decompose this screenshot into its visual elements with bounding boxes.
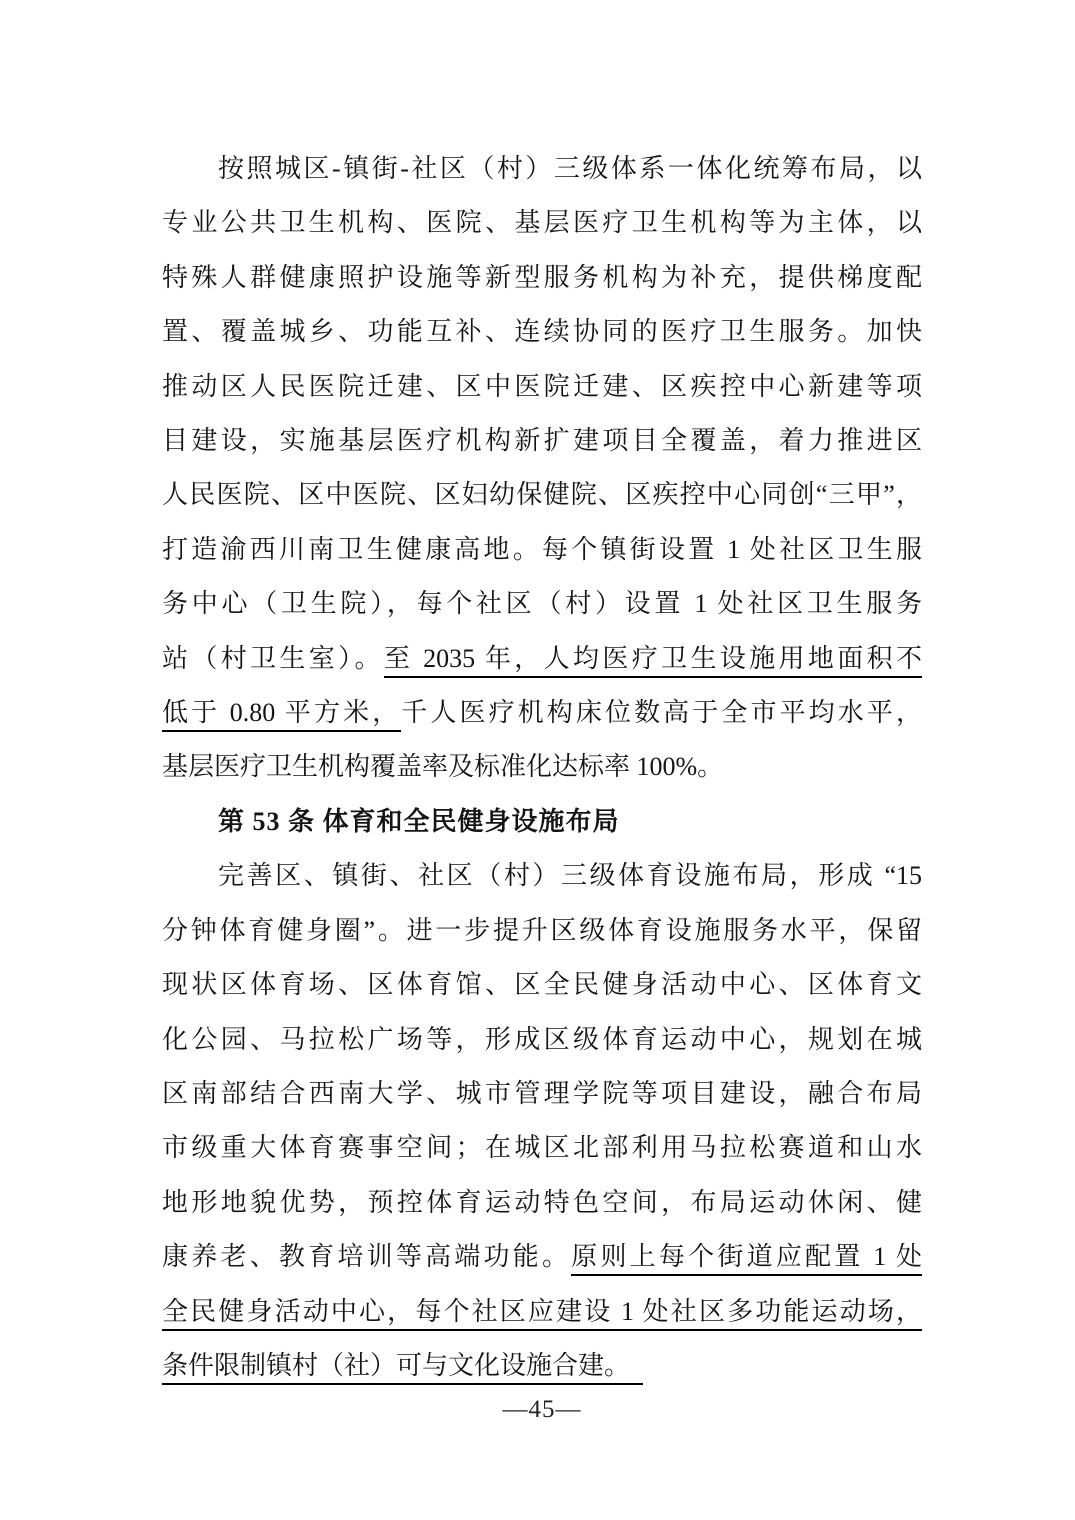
para1-line12	[162, 740, 922, 794]
underlined-text: 全民健身活动中心，每个社区应建设 1 处社区多功能运动场，	[162, 1297, 922, 1331]
underlined-text: 至 2035 年，人均医疗卫生设施用地面积不	[384, 644, 922, 678]
para2-line5	[162, 1067, 922, 1121]
para1-line11	[162, 686, 922, 740]
para2-line9	[162, 1285, 922, 1339]
text-segment: 化公园、马拉松广场等，形成区级体育运动中心，规划在城	[162, 1024, 922, 1054]
text-segment: 现状区体育场、区体育馆、区全民健身活动中心、区体育文	[162, 970, 922, 1000]
para2-line4	[162, 1013, 922, 1067]
para2-line8	[162, 1230, 922, 1284]
para1-line6	[162, 414, 922, 468]
para1-line7	[162, 468, 922, 522]
text-segment: 置、覆盖城乡、功能互补、连续协同的医疗卫生服务。加快	[162, 317, 922, 347]
text-segment: 按照城区-镇街-社区（村）三级体系一体化统筹布局，以	[218, 154, 922, 183]
para1-line5	[162, 360, 922, 414]
text-segment: 专业公共卫生机构、医院、基层医疗卫生机构等为主体，以	[162, 208, 922, 238]
text-segment: 地形地貌优势，预控体育运动特色空间，布局运动休闲、健	[162, 1187, 922, 1217]
text-segment: 完善区、镇街、社区（村）三级体育设施布局，形成 “15	[218, 861, 922, 891]
para1-line2	[162, 196, 922, 250]
para1-line4	[162, 305, 922, 359]
text-segment: 推动区人民医院迁建、区中医院迁建、区疾控中心新建等项	[162, 371, 922, 401]
text-segment: 分钟体育健身圈”。进一步提升区级体育设施服务水平，保留	[162, 915, 922, 945]
text-segment: 目建设，实施基层医疗机构新扩建项目全覆盖，着力推进区	[162, 426, 922, 456]
section-heading	[162, 795, 922, 849]
text-segment: 第 53 条 体育和全民健身设施布局	[218, 806, 620, 836]
para2-line3	[162, 958, 922, 1012]
para2-line10	[162, 1339, 922, 1393]
text-segment: 打造渝西川南卫生健康高地。每个镇街设置 1 处社区卫生服	[162, 534, 922, 564]
para2-line6	[162, 1121, 922, 1175]
page-number: —45—	[502, 1396, 582, 1423]
para1-line9	[162, 577, 922, 631]
text-segment: 区南部结合西南大学、城市管理学院等项目建设，融合布局	[162, 1078, 922, 1108]
text-segment: 务中心（卫生院），每个社区（村）设置 1 处社区卫生服务	[162, 589, 922, 619]
text-segment: 人民医院、区中医院、区妇幼保健院、区疾控中心同创“三甲”，	[162, 480, 922, 510]
text-segment: 康养老、教育培训等高端功能。	[162, 1242, 572, 1272]
text-segment: 站（村卫生室）。	[162, 643, 384, 673]
underlined-text: 原则上每个街道应配置 1 处	[571, 1242, 922, 1276]
para2-line2	[162, 904, 922, 958]
para1-line3	[162, 251, 922, 305]
para2-line7	[162, 1176, 922, 1230]
para2-line1	[162, 849, 922, 903]
para1-line10	[162, 632, 922, 686]
underlined-text: 条件限制镇村（社）可与文化设施合建。	[162, 1351, 643, 1385]
text-segment: 特殊人群健康照护设施等新型服务机构为补充，提供梯度配	[162, 262, 922, 292]
para1-line1	[162, 142, 922, 196]
underlined-text: 低于 0.80 平方米，	[162, 698, 401, 732]
text-segment: 千人医疗机构床位数高于全市平均水平，	[401, 698, 922, 728]
text-segment: 基层医疗卫生机构覆盖率及标准化达标率 100%。	[162, 752, 724, 782]
document-body	[162, 142, 922, 1393]
para1-line8	[162, 523, 922, 577]
text-segment: 市级重大体育赛事空间；在城区北部利用马拉松赛道和山水	[162, 1133, 922, 1163]
